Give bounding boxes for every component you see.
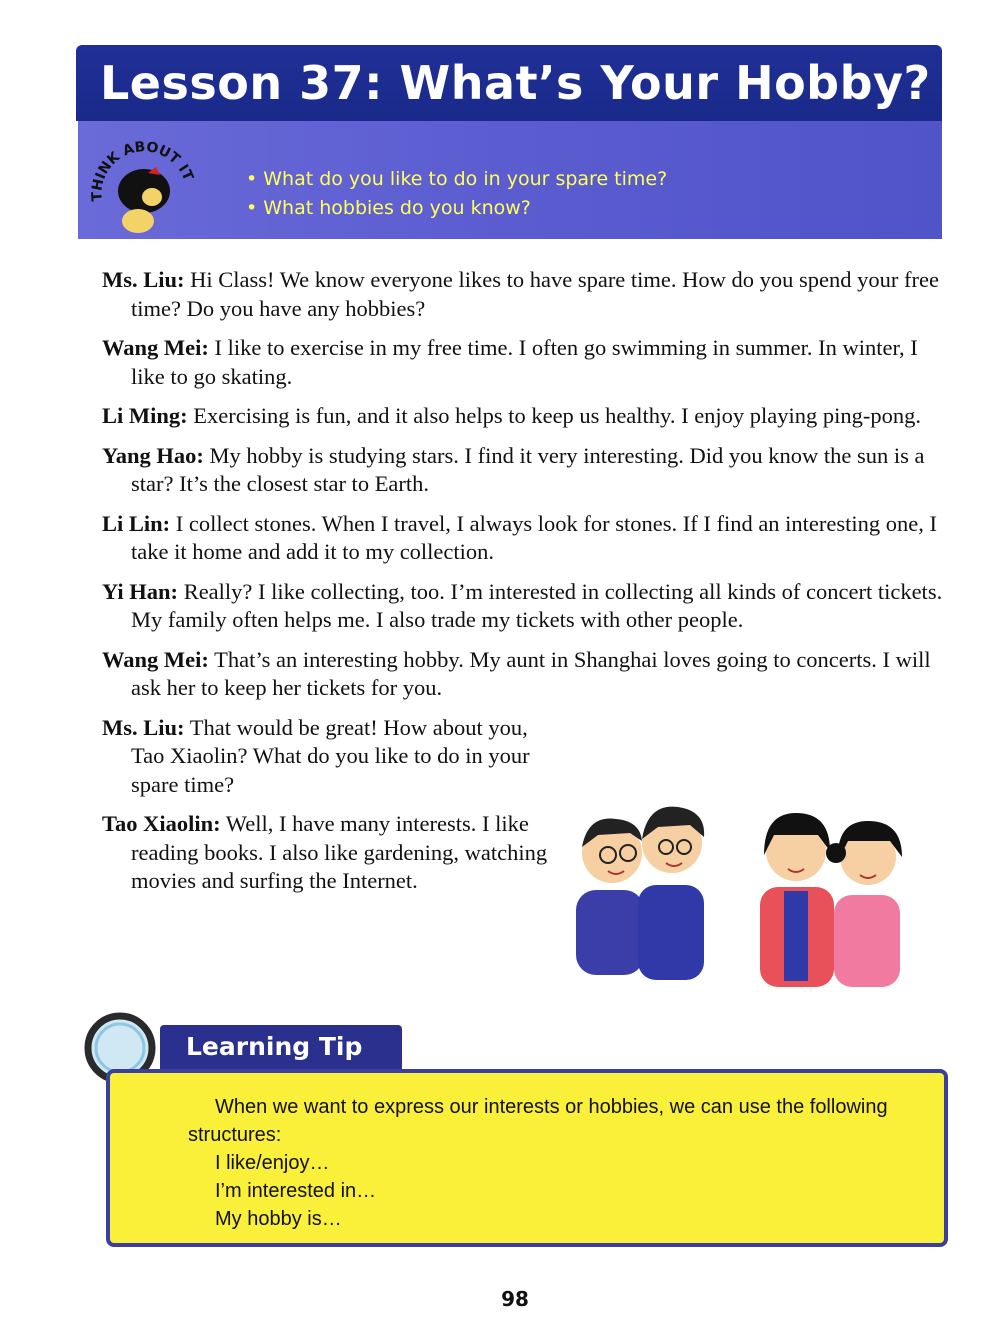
dialogue-text: Well, I have many interests. I like reading books. I also like gardening, watching movies and surfing the Internet. [131,811,548,893]
question-item: • What do you like to do in your spare time? [246,165,667,194]
dialogue-line [102,810,551,896]
dialogue-line [102,442,947,499]
learning-tip-header [160,1025,402,1069]
think-badge-label: THINK ABOUT IT [89,139,196,202]
speaker-name: Yang Hao: [102,442,204,468]
speaker-name: Li Lin: [102,510,171,536]
dialogue-text: That’s an interesting hobby. My aunt in Shanghai loves going to concerts. I will ask her to keep her tickets for you. [131,646,931,700]
speaker-name: Tao Xiaolin: [102,811,221,836]
dialogue-line [102,578,947,635]
dialogue-line [102,510,947,567]
dialogue-text: That would be great! How about you, Tao Xiaolin? What do you like to do in your spare time? [131,714,530,797]
thinking-head-icon [88,131,198,235]
dialogue-line [102,714,551,800]
dialogue-line [102,334,947,391]
learning-tip-body [188,1093,928,1233]
boy-with-glasses-figure [576,819,644,975]
lesson-title-bar [76,45,942,121]
question-item: • What hobbies do you know? [246,194,667,223]
dialogue-line [102,266,947,323]
structure-item: I’m interested in… [215,1180,377,1202]
dialogue-line [102,646,947,703]
structure-item: My hobby is… [215,1208,342,1230]
dialogue-text: I collect stones. When I travel, I always look for stones. If I find an interesting one, I take it home and add it to my collection. [131,510,938,564]
dialogue-text: Really? I like collecting, too. I’m interested in collecting all kinds of concert tickets. My family often helps me. I also trade my tickets with other people. [131,578,943,632]
students-illustration [568,795,918,995]
dialogue-text: Hi Class! We know everyone likes to have spare time. How do you spend your free time? Do you have any hobbies? [131,267,939,321]
girl-figure [826,821,902,987]
think-questions [246,165,667,223]
page-number: 98 [501,1287,529,1311]
dialogue-text: My hobby is studying stars. I find it very interesting. Did you know the sun is a star? It’s the closest star to Earth. [131,442,925,496]
dialogue-text: I like to exercise in my free time. I often go swimming in summer. In winter, I like to go skating. [131,335,918,389]
lesson-title: Lesson 37: What’s Your Hobby? [100,56,931,110]
speaker-name: Wang Mei: [102,646,209,672]
speaker-name: Yi Han: [102,578,179,604]
speaker-name: Li Ming: [102,403,188,428]
learning-tip-heading: Learning Tip [186,1032,363,1061]
think-about-it-panel [78,121,942,239]
boy-figure [638,807,704,980]
speaker-name: Ms. Liu: [102,267,185,292]
learning-tip-box [106,1069,948,1247]
learning-tip-intro: When we want to express our interests or hobbies, we can use the following structures: [188,1096,888,1146]
structure-item: I like/enjoy… [215,1152,330,1174]
speaker-name: Ms. Liu: [102,714,185,740]
dialogue-text: Exercising is fun, and it also helps to keep us healthy. I enjoy playing ping-pong. [193,403,922,428]
girl-figure [760,813,834,987]
dialogue-line [102,402,947,431]
speaker-name: Wang Mei: [102,335,209,360]
